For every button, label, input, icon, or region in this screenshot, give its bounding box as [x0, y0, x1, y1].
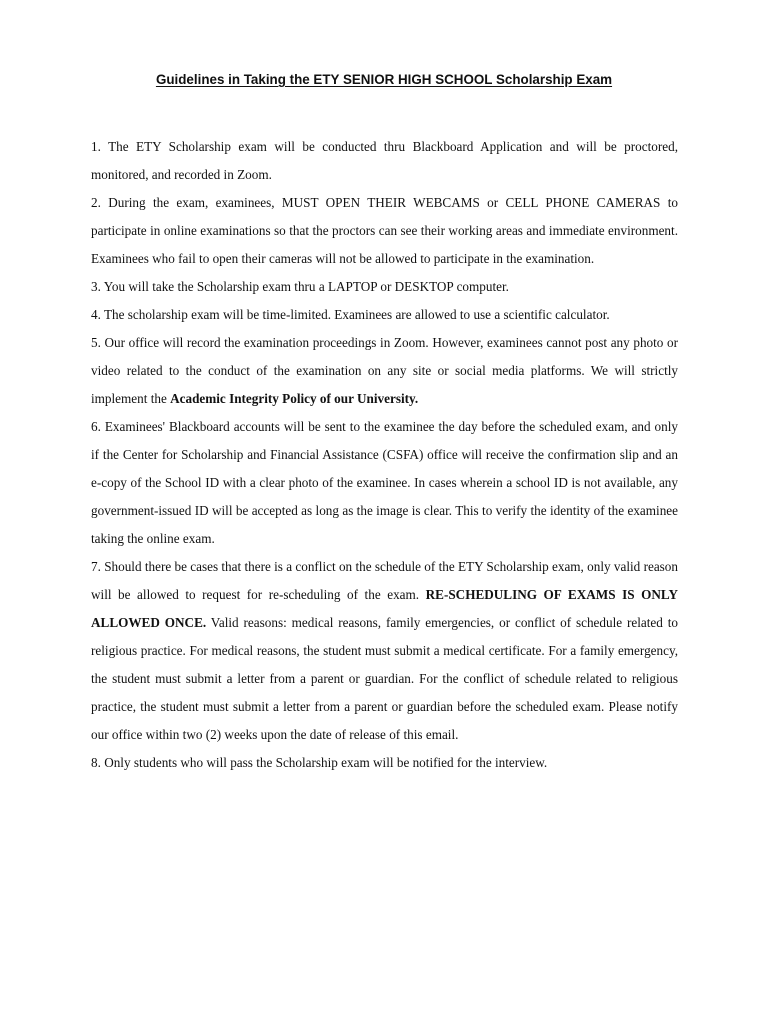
guideline-emphasis: Academic Integrity Policy of our University.: [170, 391, 419, 406]
document-title: [0, 72, 768, 87]
guideline-item-8: [91, 749, 678, 777]
guideline-item-3: [91, 273, 678, 301]
guidelines-list: [91, 133, 678, 777]
guideline-text: 8. Only students who will pass the Scholarship exam will be notified for the interview.: [91, 755, 548, 770]
document-title-text: Guidelines in Taking the ETY SENIOR HIGH SCHOOL Scholarship Exam: [155, 72, 613, 87]
guideline-text: Valid reasons: medical reasons, family emergencies, or conflict of schedule related to religious practice. For medical reasons, the student must submit a medical certificate. For a family emergency, the student must submit a letter from a parent or guardian. For the conflict of schedule related to religious practice, the student must submit a letter from a parent or guardian before the scheduled exam. Please notify our office within two (2) weeks upon the date of release of this email.: [91, 615, 679, 742]
guideline-text: 1. The ETY Scholarship exam will be conducted thru Blackboard Application and will be proctored, monitored, and recorded in Zoom.: [91, 139, 678, 182]
guideline-emphasis: RE-SCHEDULING OF EXAMS IS ONLY ALLOWED ONCE.: [91, 587, 678, 630]
guideline-item-6: [91, 413, 678, 553]
guideline-item-5: [91, 329, 678, 413]
guideline-text: 6. Examinees' Blackboard accounts will be sent to the examinee the day before the scheduled exam, and only if the Center for Scholarship and Financial Assistance (CSFA) office will receive the confirmation slip and an e-copy of the School ID with a clear photo of the examinee. In cases wherein a school ID is not available, any government-issued ID will be accepted as long as the image is clear. This to verify the identity of the examinee taking the online exam.: [91, 419, 678, 546]
guideline-item-1: [91, 133, 678, 189]
guideline-text: 5. Our office will record the examination proceedings in Zoom. However, examinees cannot post any photo or video related to the conduct of the examination on any site or social media platforms. We will strictly implement the: [91, 335, 678, 406]
guideline-text: 4. The scholarship exam will be time-limited. Examinees are allowed to use a scientific calculator.: [91, 307, 610, 322]
guideline-text: 3. You will take the Scholarship exam thru a LAPTOP or DESKTOP computer.: [91, 279, 509, 294]
guideline-item-7: [91, 553, 678, 749]
guideline-item-2: [91, 189, 678, 273]
guideline-text: 7. Should there be cases that there is a conflict on the schedule of the ETY Scholarship exam, only valid reason will be allowed to request for re-scheduling of the exam.: [91, 559, 678, 602]
guideline-item-4: [91, 301, 678, 329]
guideline-text: 2. During the exam, examinees, MUST OPEN THEIR WEBCAMS or CELL PHONE CAMERAS to participate in online examinations so that the proctors can see their working areas and immediate environment. Examinees who fail to open their cameras will not be allowed to participate in the examination.: [91, 195, 678, 266]
